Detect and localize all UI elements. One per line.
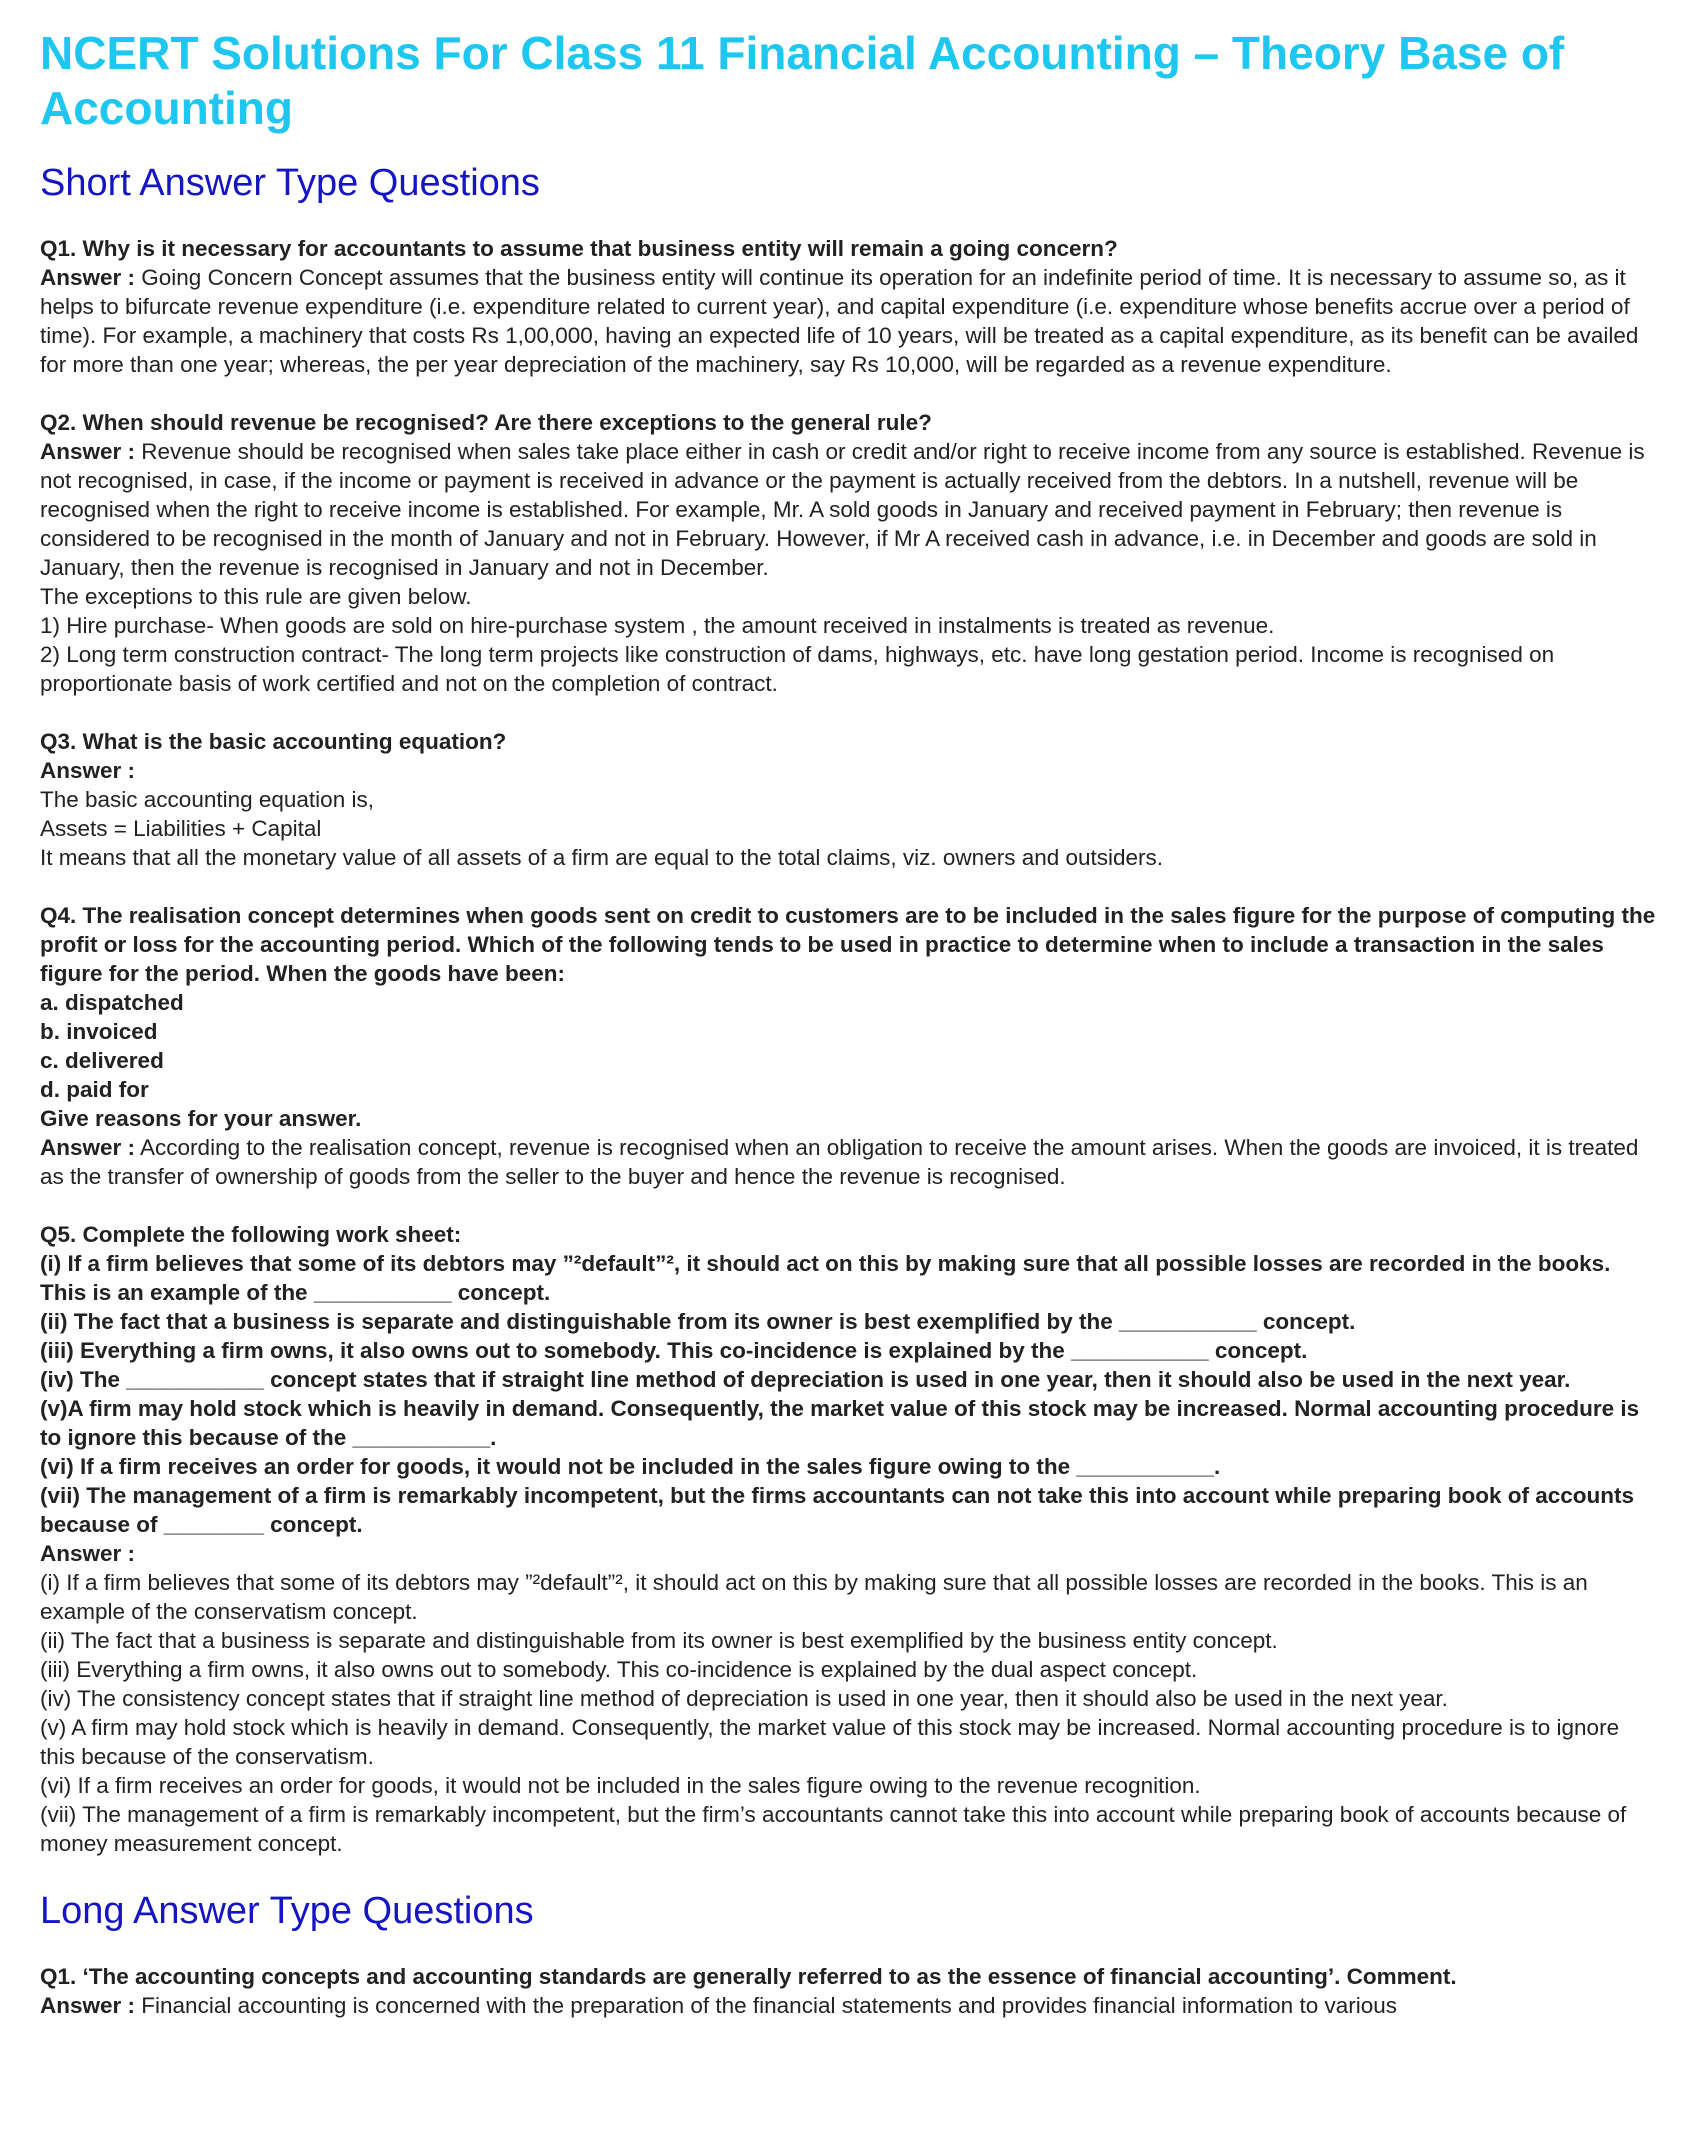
- short-q5: [40, 1220, 1660, 1858]
- worksheet-item: (i) If a firm believes that some of its debtors may ”²default”², it should act on this by making sure that all possible losses are recorded in the books. This is an example of the ___________ concept.: [40, 1251, 1611, 1305]
- section-heading-short: Short Answer Type Questions: [40, 162, 540, 204]
- answer-label: Answer :: [40, 439, 136, 464]
- worksheet-item: (v)A firm may hold stock which is heavily in demand. Consequently, the market value of this stock may be increased. Normal accounting procedure is to ignore this because of the ___________.: [40, 1396, 1640, 1450]
- short-q2: [40, 408, 1660, 698]
- long-q1: [40, 1962, 1660, 2020]
- question-prompt: Give reasons for your answer.: [40, 1106, 362, 1131]
- section-heading-long: Long Answer Type Questions: [40, 1890, 534, 1932]
- answer-paragraph: [40, 1133, 1660, 1191]
- answer-label: Answer :: [40, 1135, 136, 1160]
- answer-text: According to the realisation concept, revenue is recognised when an obligation to receive the amount arises. When the goods are invoiced, it is treated as the transfer of ownership of goods from the seller to the buyer and hence the revenue is recognised.: [40, 1135, 1639, 1189]
- worksheet-answer: (iii) Everything a firm owns, it also owns out to somebody. This co-incidence is explained by the dual aspect concept.: [40, 1657, 1198, 1682]
- answer-label: Answer :: [40, 1993, 136, 2018]
- worksheet-item: (ii) The fact that a business is separate and distinguishable from its owner is best exemplified by the ___________ concept.: [40, 1309, 1356, 1334]
- answer-line: 2) Long term construction contract- The long term projects like construction of dams, highways, etc. have long gestation period. Income is recognised on proportionate basis of work certified and not on the completion of contract.: [40, 642, 1555, 696]
- worksheet-answer: (ii) The fact that a business is separate and distinguishable from its owner is best exemplified by the business entity concept.: [40, 1628, 1278, 1653]
- short-q1: [40, 234, 1660, 379]
- question-text: Q4. The realisation concept determines when goods sent on credit to customers are to be included in the sales figure for the purpose of computing the profit or loss for the accounting period. Which of the following tends to be used in practice to determine when to include a transaction in the sales figure for the period. When the goods have been:: [40, 903, 1656, 986]
- short-q3: [40, 727, 1660, 872]
- answer-line: Assets = Liabilities + Capital: [40, 816, 322, 841]
- worksheet-item: (iii) Everything a firm owns, it also owns out to somebody. This co-incidence is explained by the ___________ concept.: [40, 1338, 1308, 1363]
- answer-text: Revenue should be recognised when sales take place either in cash or credit and/or right to receive income from any source is established. Revenue is not recognised, in case, if the income or payment is received in advance or the payment is actually received from the debtors. In a nutshell, revenue will be recognised when the right to receive income is established. For example, Mr. A sold goods in January and received payment in February; then revenue is considered to be recognised in the month of January and not in February. However, if Mr A received cash in advance, i.e. in December and goods are sold in January, then the revenue is recognised in January and not in December.: [40, 439, 1645, 580]
- answer-paragraph: [40, 437, 1660, 582]
- answer-label: Answer :: [40, 758, 136, 783]
- answer-line: The exceptions to this rule are given below.: [40, 584, 472, 609]
- question-text: Q5. Complete the following work sheet:: [40, 1222, 462, 1247]
- answer-paragraph: [40, 263, 1660, 379]
- page-title: NCERT Solutions For Class 11 Financial Accounting – Theory Base of Accounting: [40, 27, 1565, 134]
- option-d: d. paid for: [40, 1077, 149, 1102]
- option-b: b. invoiced: [40, 1019, 158, 1044]
- worksheet-answer: (vii) The management of a firm is remarkably incompetent, but the firm’s accountants cannot take this into account while preparing book of accounts because of money measurement concept.: [40, 1802, 1627, 1856]
- worksheet-answer: (vi) If a firm receives an order for goods, it would not be included in the sales figure owing to the revenue recognition.: [40, 1773, 1201, 1798]
- question-text: Q2. When should revenue be recognised? Are there exceptions to the general rule?: [40, 410, 932, 435]
- answer-line: 1) Hire purchase- When goods are sold on hire-purchase system , the amount received in instalments is treated as revenue.: [40, 613, 1275, 638]
- answer-line: It means that all the monetary value of all assets of a firm are equal to the total claims, viz. owners and outsiders.: [40, 845, 1164, 870]
- question-text: Q1. Why is it necessary for accountants to assume that business entity will remain a going concern?: [40, 236, 1118, 261]
- short-q4: [40, 901, 1660, 1191]
- question-text: Q1. ‘The accounting concepts and accounting standards are generally referred to as the essence of financial accounting’. Comment.: [40, 1964, 1457, 1989]
- worksheet-answer: (v) A firm may hold stock which is heavily in demand. Consequently, the market value of this stock may be increased. Normal accounting procedure is to ignore this because of the conservatism.: [40, 1715, 1620, 1769]
- answer-paragraph: [40, 1991, 1660, 2020]
- answer-label: Answer :: [40, 265, 136, 290]
- question-text: Q3. What is the basic accounting equation?: [40, 729, 507, 754]
- answer-line: The basic accounting equation is,: [40, 787, 374, 812]
- option-a: a. dispatched: [40, 990, 184, 1015]
- answer-label: Answer :: [40, 1541, 136, 1566]
- worksheet-item: (iv) The ___________ concept states that if straight line method of depreciation is used in one year, then it should also be used in the next year.: [40, 1367, 1571, 1392]
- worksheet-item: (vi) If a firm receives an order for goods, it would not be included in the sales figure owing to the ___________.: [40, 1454, 1221, 1479]
- answer-text: Going Concern Concept assumes that the business entity will continue its operation for an indefinite period of time. It is necessary to assume so, as it helps to bifurcate revenue expenditure (i.e. expenditure related to current year), and capital expenditure (i.e. expenditure whose benefits accrue over a period of time). For example, a machinery that costs Rs 1,00,000, having an expected life of 10 years, will be treated as a capital expenditure, as its benefit can be availed for more than one year; whereas, the per year depreciation of the machinery, say Rs 10,000, will be regarded as a revenue expenditure.: [40, 265, 1639, 377]
- option-c: c. delivered: [40, 1048, 164, 1073]
- worksheet-answer: (i) If a firm believes that some of its debtors may ”²default”², it should act on this by making sure that all possible losses are recorded in the books. This is an example of the conservatism concept.: [40, 1570, 1588, 1624]
- answer-text: Financial accounting is concerned with the preparation of the financial statements and provides financial information to various: [135, 1993, 1397, 2018]
- worksheet-item: (vii) The management of a firm is remarkably incompetent, but the firms accountants can not take this into account while preparing book of accounts because of ________ concept.: [40, 1483, 1635, 1537]
- worksheet-answer: (iv) The consistency concept states that if straight line method of depreciation is used in one year, then it should also be used in the next year.: [40, 1686, 1448, 1711]
